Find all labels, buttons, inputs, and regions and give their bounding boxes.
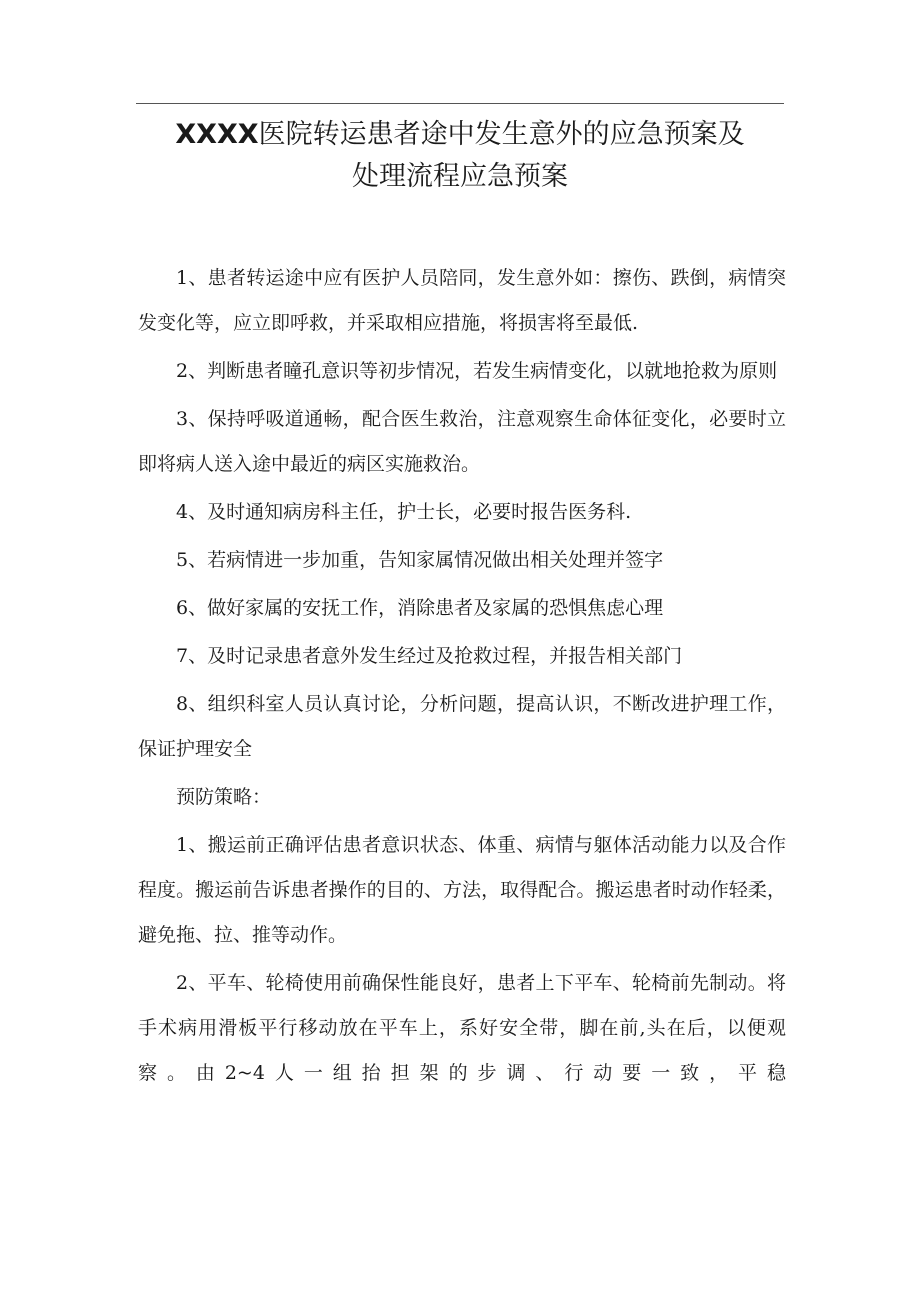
- title-prefix: XXXX: [175, 119, 259, 150]
- title-line-2: 处理流程应急预案: [352, 161, 568, 192]
- prevention-item-2: 2、平车、轮椅使用前确保性能良好，患者上下平车、轮椅前先制动。将手术病用滑板平行移动放在平车上，系好安全带，脚在前,头在后，以便观察。由2~4人一组抬担架的步调、行动要一致，平稳: [138, 972, 786, 1084]
- procedure-item-6: 6、做好家属的安抚工作，消除患者及家属的恐惧焦虑心理: [176, 597, 664, 619]
- prevention-item-1: 1、搬运前正确评估患者意识状态、体重、病情与躯体活动能力以及合作程度。搬运前告诉患者操作的目的、方法，取得配合。搬运患者时动作轻柔，避免拖、拉、推等动作。: [138, 834, 786, 946]
- document-title: [136, 114, 784, 198]
- prevention-heading: 预防策略：: [176, 786, 272, 808]
- procedure-item-1: 1、患者转运途中应有医护人员陪同，发生意外如：擦伤、跌倒，病情突发变化等，应立即呼救，并采取相应措施，将损害将至最低.: [138, 267, 786, 334]
- procedure-item-3: 3、保持呼吸道通畅，配合医生救治，注意观察生命体征变化，必要时立即将病人送入途中最近的病区实施救治。: [138, 408, 786, 475]
- procedure-item-7: 7、及时记录患者意外发生经过及抢救过程，并报告相关部门: [176, 645, 683, 667]
- header-rule: [136, 103, 784, 104]
- title-line-1-text: 医院转运患者途中发生意外的应急预案及: [258, 119, 745, 150]
- title-line-1: [136, 114, 784, 156]
- procedure-item-5: 5、若病情进一步加重，告知家属情况做出相关处理并签字: [176, 549, 664, 571]
- procedure-item-2: 2、判断患者瞳孔意识等初步情况，若发生病情变化，以就地抢救为原则: [176, 360, 778, 382]
- procedure-item-4: 4、及时通知病房科主任，护士长，必要时报告医务科.: [176, 501, 632, 523]
- document-body: [138, 256, 786, 1099]
- procedure-item-8: 8、组织科室人员认真讨论，分析问题，提高认识，不断改进护理工作，保证护理安全: [138, 693, 786, 760]
